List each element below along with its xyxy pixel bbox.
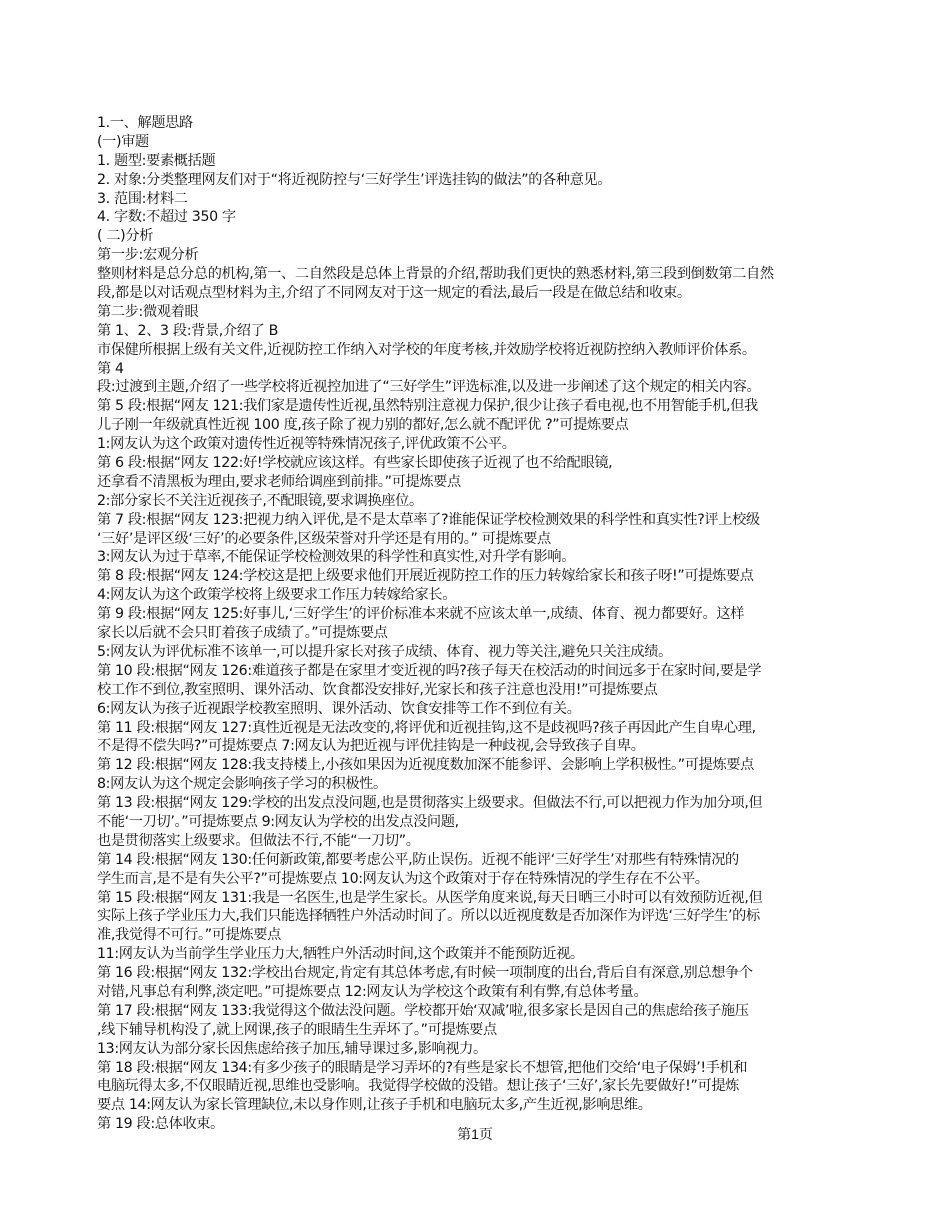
text-line: 11:网友认为当前学生学业压力大,牺牲户外活动时间,这个政策并不能预防近视。 (97, 946, 584, 963)
text-line: 2. 对象:分类整理网友们对于“将近视防控与‘三好学生’评选挂钩的做法”的各种意见。 (97, 171, 612, 188)
text-line: 第 9 段:根据“网友 125:好事儿,‘三好学生’的评价标准本来就不应该太单一,成绩、体育、视力都要好。这样 (97, 606, 745, 623)
text-line: 准,我觉得不可行。”可提炼要点 (97, 927, 281, 944)
text-line: 2:部分家长不关注近视孩子,不配眼镜,要求调换座位。 (97, 492, 423, 509)
text-line: 第 19 段:总体收束。 (97, 1116, 224, 1133)
text-line: 13:网友认为部分家长因焦虑给孩子加压,辅导课过多,影响视力。 (97, 1040, 487, 1057)
text-line: 市保健所根据上级有关文件,近视防控工作纳入对学校的年度考核,并效励学校将近视防控纳入教师评价体系。 (97, 341, 756, 358)
text-line: 1.一、解题思路 (97, 115, 193, 131)
text-line: 第 4 (97, 360, 124, 377)
text-line: 5:网友认为评优标准不该单一,可以提升家长对孩子成绩、体育、视力等关注,避免只关注成绩。 (97, 643, 672, 660)
text-line: 校工作不到位,教室照明、课外活动、饮食都没安排好,光家长和孩子注意也没用!”可提炼要点 (97, 681, 658, 698)
text-line: 3:网友认为过于草率,不能保证学校检测效果的科学性和真实性,对升学有影响。 (97, 549, 576, 566)
text-line: ,线下辅导机构没了,就上网课,孩子的眼睛生生弄坏了。”可提炼要点 (97, 1021, 497, 1038)
text-line: 第 15 段:根据“网友 131:我是一名医生,也是学生家长。从医学角度来说,每天日晒三小时可以有效预防近视,但 (97, 889, 763, 906)
text-line: 整则材料是总分总的机构,第一、二自然段是总体上背景的介绍,帮助我们更快的熟悉材料,第三段到倒数第二自然 (97, 266, 774, 283)
text-line: 1. 题型:要素概括题 (97, 152, 216, 169)
text-line: 电脑玩得太多,不仅眼睛近视,思维也受影响。我觉得学校做的没错。想让孩子‘三好’,家长先要做好!”可提炼 (97, 1078, 739, 1095)
text-line: 学生而言,是不是有失公平?”可提炼要点 10:网友认为这个政策对于存在特殊情况的学生存在不公平。 (97, 870, 709, 887)
text-line: 段:过渡到主题,介绍了一些学校将近视控加进了“三好学生”评选标准,以及进一步阐述了这个规定的相关内容。 (97, 379, 761, 396)
text-line: 家长以后就不会只盯着孩子成绩了。”可提炼要点 (97, 625, 388, 642)
text-line: 要点 14:网友认为家长管理缺位,未以身作则,让孩子手机和电脑玩太多,产生近视,影响思维。 (97, 1097, 652, 1114)
text-line: 3. 范围:材料二 (97, 190, 188, 207)
text-line: 第 10 段:根据“网友 126:难道孩子都是在家里才变近视的吗?孩子每天在校活动的时间远多于在家时间,要是学 (97, 662, 762, 679)
text-line: 第 18 段:根据“网友 134:有多少孩子的眼睛是学习弄坏的?有些是家长不想管,把他们交给‘电子保姆’!手机和 (97, 1059, 748, 1076)
document-body (97, 114, 872, 1134)
text-line: 第 17 段:根据“网友 133:我觉得这个做法没问题。学校都开始‘双减’啦,很多家长是因自己的焦虑给孩子施压 (97, 1002, 749, 1019)
text-line: 4:网友认为这个政策学校将上级要求工作压力转嫁给家长。 (97, 587, 457, 604)
text-line: 第 11 段:根据“网友 127:真性近视是无法改变的,将评优和近视挂钩,这不是歧视吗?孩子再因此产生自卑心理, (97, 719, 756, 736)
text-line: (一)审题 (97, 133, 149, 150)
text-line: 6:网友认为孩子近视跟学校教室照明、课外活动、饮食安排等工作不到位有关。 (97, 700, 581, 717)
text-line: 也是贯彻落实上级要求。但做法不行,不能“一刀切”。 (97, 832, 420, 849)
text-line: 8:网友认为这个规定会影响孩子学习的积极性。 (97, 776, 387, 793)
text-line: 第二步:微观着眼 (97, 303, 199, 320)
text-line: 还拿看不清黑板为理由,要求老师给调座到前排。”可提炼要点 (97, 473, 461, 490)
text-line: 第 1、2、3 段:背景,介绍了 B (97, 322, 279, 339)
text-line: 第 7 段:根据“网友 123:把视力纳入评优,是不是太草率了?谁能保证学校检测效果的科学性和真实性?评上校级 (97, 511, 760, 528)
text-line: 第 13 段:根据“网友 129:学校的出发点没问题,也是贯彻落实上级要求。但做法不行,可以把视力作为加分项,但 (97, 795, 763, 812)
text-line: ( 二)分析 (97, 228, 154, 245)
text-line: 对错,凡事总有利弊,淡定吧。”可提炼要点 12:网友认为学校这个政策有利有弊,有总体考量。 (97, 983, 648, 1000)
text-line: 第 14 段:根据“网友 130:任何新政策,都要考虑公平,防止误伤。近视不能评‘三好学生’对那些有特殊情况的 (97, 851, 739, 868)
text-line: 第 6 段:根据“网友 122:好!学校就应该这样。有些家长即使孩子近视了也不给配眼镜, (97, 455, 613, 472)
text-line: 段,都是以对话观点型材料为主,介绍了不同网友对于这一规定的看法,最后一段是在做总结和收束。 (97, 285, 691, 302)
text-line: 实际上孩子学业压力大,我们只能选择牺牲户外活动时间了。所以以近视度数是否加深作为评选‘三好学生’的标 (97, 908, 760, 925)
text-line: 第一步:宏观分析 (97, 247, 199, 264)
text-line: ‘三好’是评区级‘三好’的必要条件,区级荣誉对升学还是有用的。” 可提炼要点 (97, 530, 551, 547)
text-line: 4. 字数:不超过 350 字 (97, 209, 236, 226)
text-line: 第 16 段:根据“网友 132:学校出台规定,肯定有其总体考虑,有时候一项制度的出台,背后自有深意,别总想争个 (97, 965, 753, 982)
text-line: 不能‘一刀切’。”可提炼要点 9:网友认为学校的出发点没问题, (97, 813, 459, 830)
text-line: 第 8 段:根据“网友 124:学校这是把上级要求他们开展近视防控工作的压力转嫁给家长和孩子呀!”可提炼要点 (97, 568, 754, 585)
text-line: 不是得不偿失吗?”可提炼要点 7:网友认为把近视与评优挂钩是一种歧视,会导致孩子自卑。 (97, 738, 645, 755)
page-number: 第1页 (457, 1126, 493, 1142)
text-line: 第 5 段:根据“网友 121:我们家是遗传性近视,虽然特别注意视力保护,很少让孩子看电视,也不用智能手机,但我 (97, 398, 758, 415)
text-line: 儿子刚一年级就真性近视 100 度,孩子除了视力别的都好,怎么就不配评优 ?”可提炼要点 (97, 417, 629, 434)
text-line: 1:网友认为这个政策对遗传性近视等特殊情况孩子,评优政策不公平。 (97, 436, 516, 453)
text-line: 第 12 段:根据“网友 128:我支持楼上,小孩如果因为近视度数加深不能参评、会影响上学积极性。”可提炼要点 (97, 757, 754, 774)
